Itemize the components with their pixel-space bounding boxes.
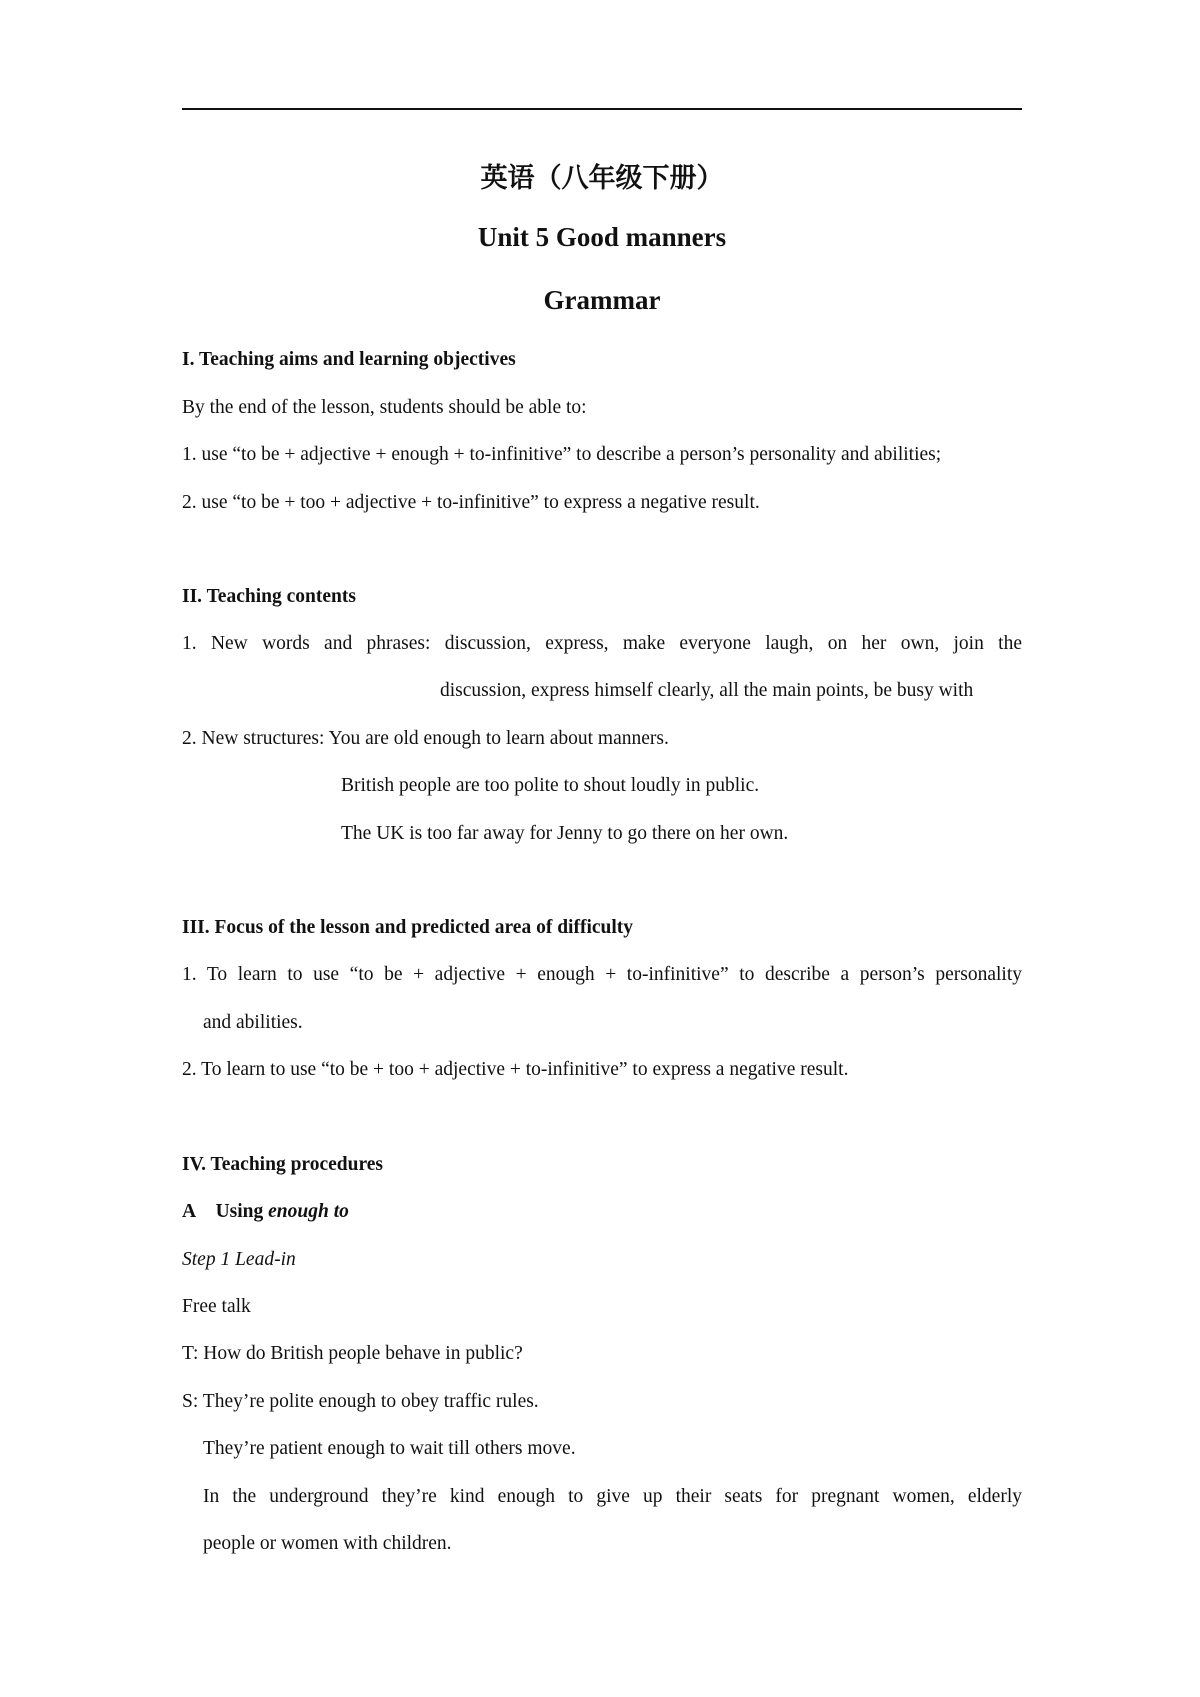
free-talk-label: Free talk [182,1296,251,1317]
objective-item: 1. use “to be + adjective + enough + to-infinitive” to describe a person’s personality and abilities; [182,444,942,465]
section-title: Grammar [543,285,661,315]
subsection-a-italic: enough to [268,1201,349,1222]
focus-item1-line1: 1. To learn to use “to be + adjective + enough + to-infinitive” to describe a person’s personality [182,964,1022,985]
step1-heading: Step 1 Lead-in [182,1249,296,1270]
structure-example: The UK is too far away for Jenny to go there on her own. [341,823,789,844]
textbook-title: 英语（八年级下册） [480,163,724,194]
focus-item1-line2: and abilities. [203,1012,303,1033]
subsection-a-prefix: A Using [182,1201,269,1222]
student-answer: S: They’re polite enough to obey traffic rules. [182,1391,539,1412]
student-answer-continued: people or women with children. [203,1533,452,1554]
structure-example: British people are too polite to shout loudly in public. [341,775,760,796]
section3-heading: III. Focus of the lesson and predicted area of difficulty [182,917,634,938]
focus-item2: 2. To learn to use “to be + too + adjective + to-infinitive” to express a negative result. [182,1059,849,1080]
unit-title: Unit 5 Good manners [477,222,727,252]
teacher-question: T: How do British people behave in public? [182,1343,523,1364]
new-structures-line: 2. New structures: You are old enough to learn about manners. [182,728,669,749]
section2-heading: II. Teaching contents [182,586,356,607]
header-rule [182,108,1022,110]
section4-heading: IV. Teaching procedures [182,1154,384,1175]
section1-intro: By the end of the lesson, students should be able to: [182,397,587,418]
new-words-line1: 1. New words and phrases: discussion, express, make everyone laugh, on her own, join the [182,633,1022,654]
subsection-a-heading [182,1199,349,1225]
new-words-line2: discussion, express himself clearly, all the main points, be busy with [440,680,974,701]
objective-item: 2. use “to be + too + adjective + to-infinitive” to express a negative result. [182,492,760,513]
student-answer: In the underground they’re kind enough to give up their seats for pregnant women, elderly [203,1486,1022,1507]
student-answer: They’re patient enough to wait till others move. [203,1438,576,1459]
section1-heading: I. Teaching aims and learning objectives [182,349,516,370]
